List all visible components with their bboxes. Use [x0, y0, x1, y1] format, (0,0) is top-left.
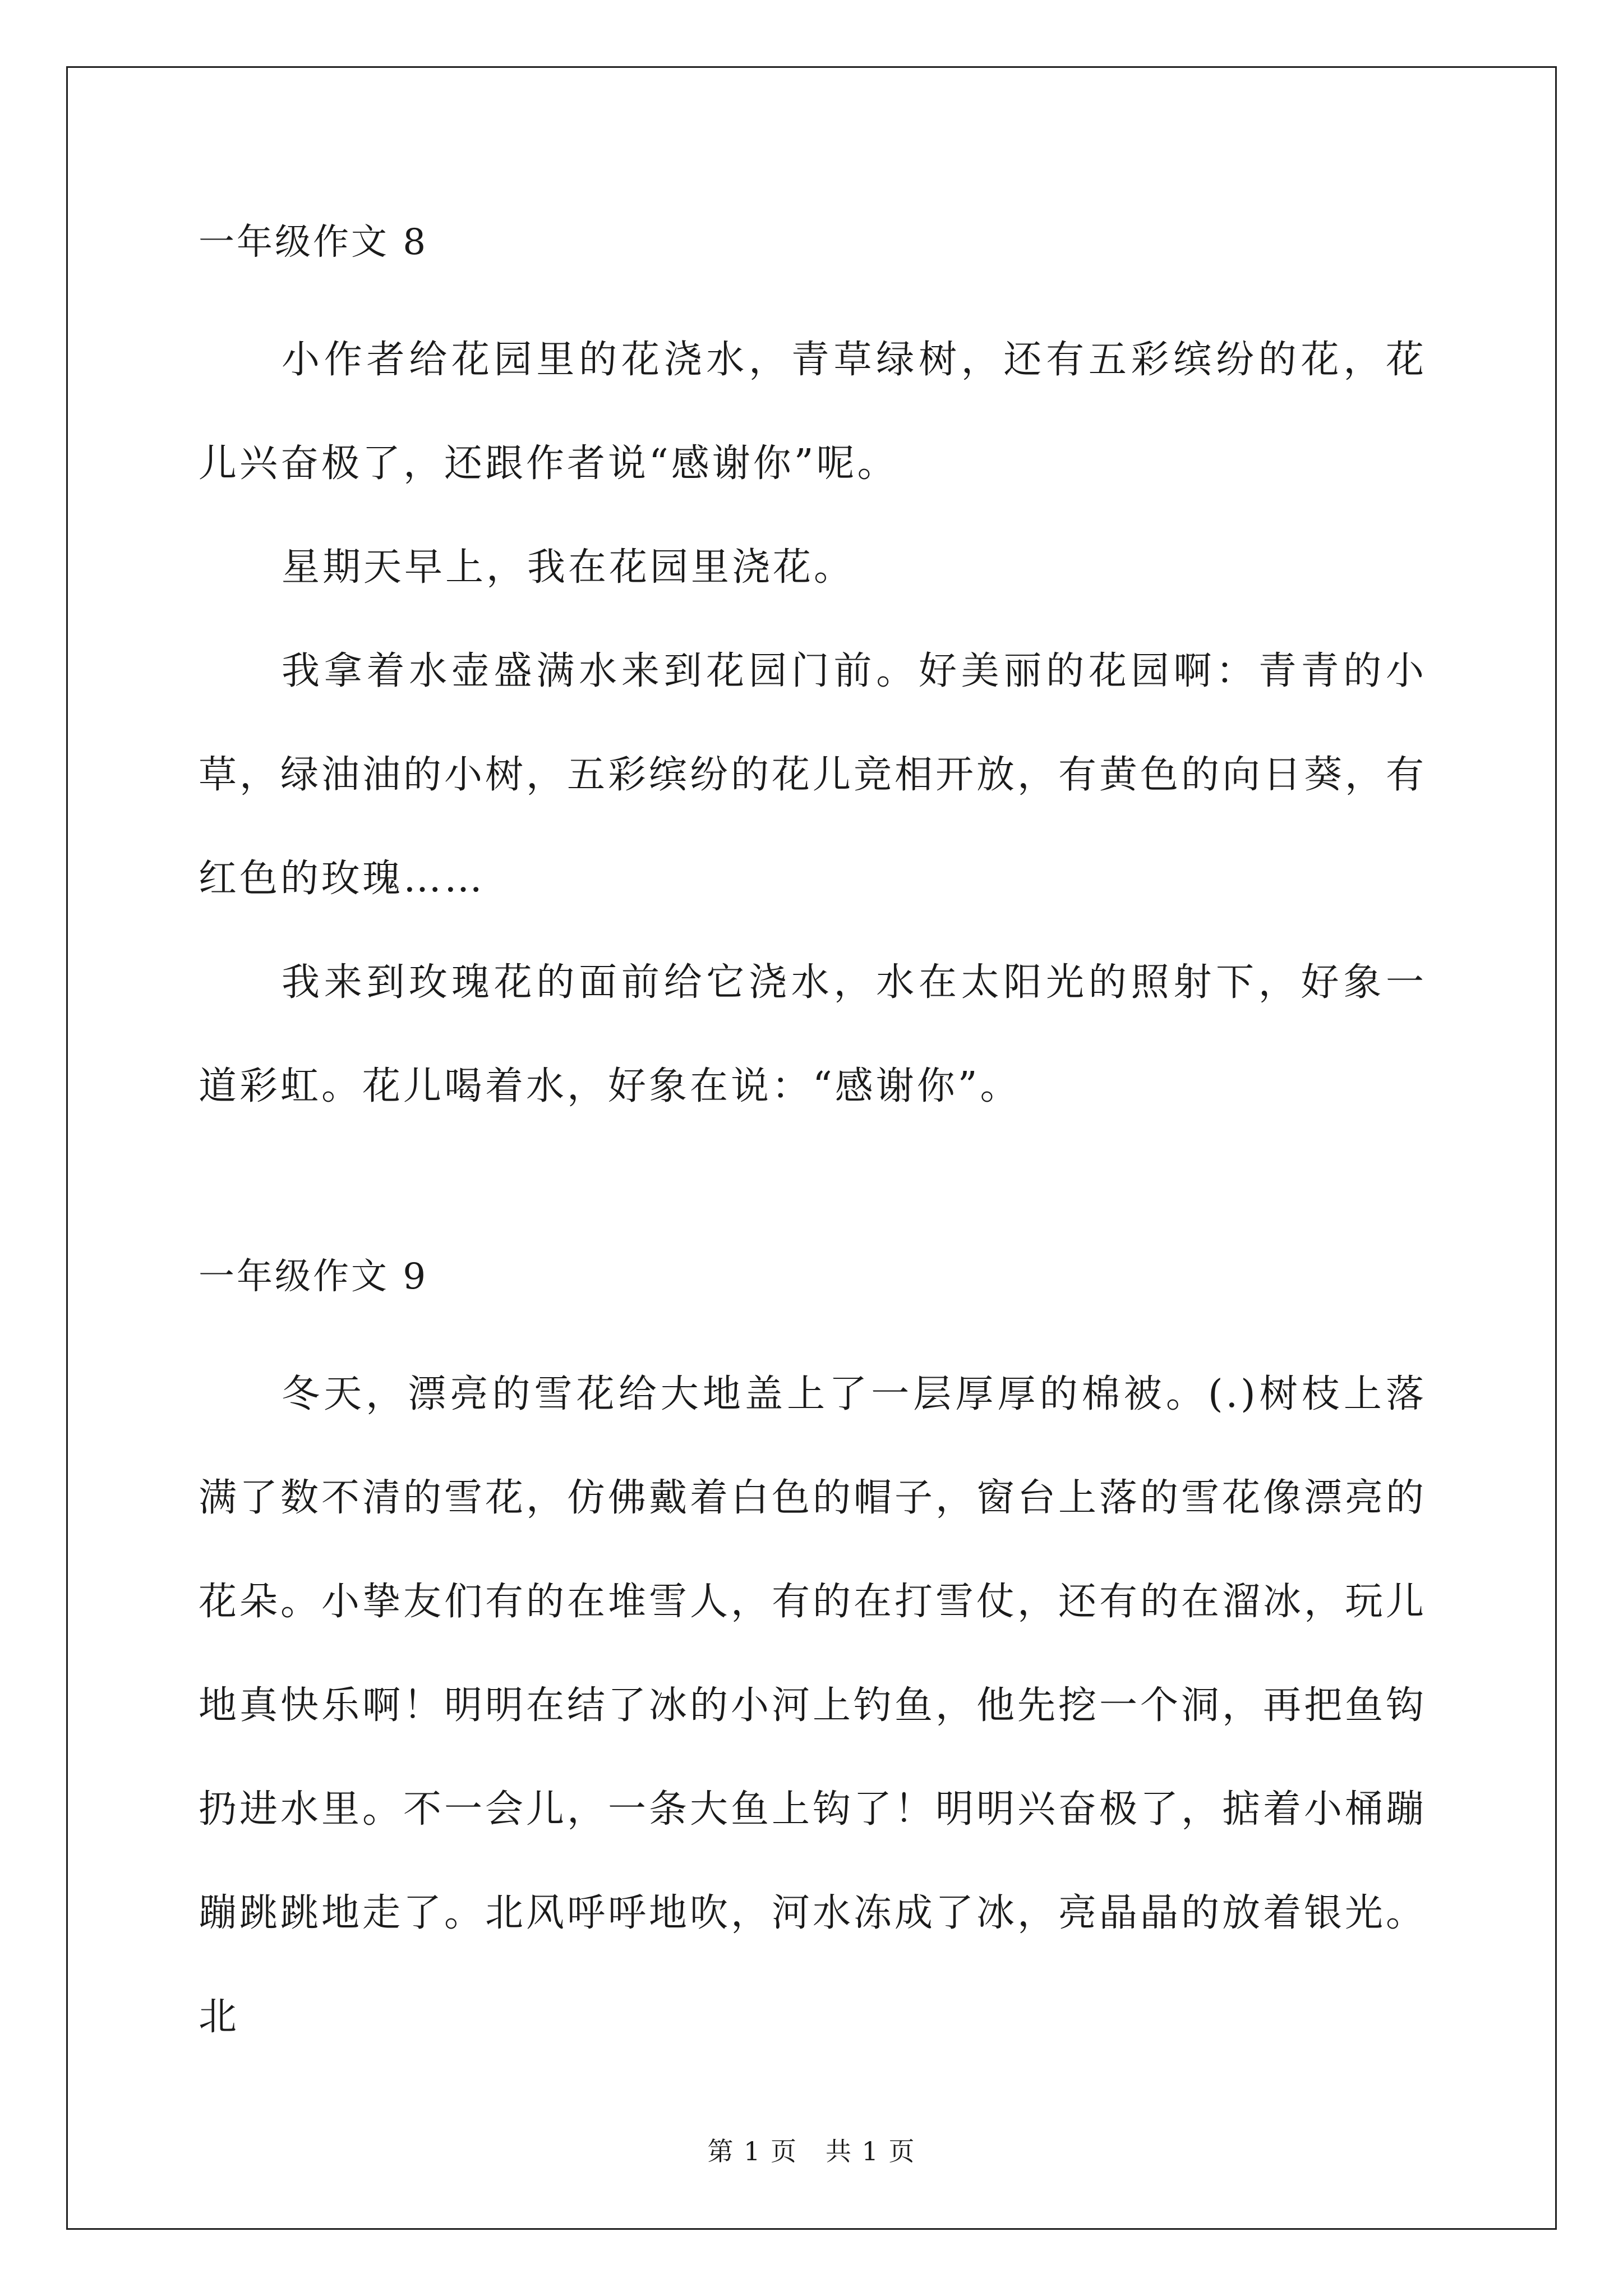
paragraph: 星期天早上，我在花园里浇花。: [282, 545, 855, 590]
essay-section-9: [199, 1242, 1427, 2069]
page-number-total: 共 1 页: [826, 2136, 916, 2166]
paragraph: 我拿着水壶盛满水来到花园门前。好美丽的花园啊：青青的小草，绿油油的小树，五彩缤纷的花儿竞相开放，有黄色的向日葵，有红色的玫瑰……: [199, 649, 1427, 901]
paragraph: 冬天，漂亮的雪花给大地盖上了一层厚厚的棉被。(.)树枝上落满了数不清的雪花，仿佛戴着白色的帽子，窗台上落的雪花像漂亮的花朵。小挚友们有的在堆雪人，有的在打雪仗，还有的在溜冰，玩儿地真快乐啊！明明在结了冰的小河上钓鱼，他先挖一个洞，再把鱼钩扔进水里。不一会儿，一条大鱼上钩了！明明兴奋极了，掂着小桶蹦蹦跳跳地走了。北风呼呼地吹，河水冻成了冰，亮晶晶的放着银光。北: [199, 1372, 1427, 2039]
section-spacer: [199, 1138, 1427, 1242]
page-footer: [0, 2134, 1623, 2168]
essay-section-8: [199, 208, 1427, 1138]
section-heading: 一年级作文 9: [199, 1256, 428, 1297]
page-number-current: 第 1 页: [707, 2136, 797, 2166]
document-body: [199, 208, 1427, 2069]
paragraph: 我来到玫瑰花的面前给它浇水，水在太阳光的照射下，好象一道彩虹。花儿喝着水，好象在说：“感谢你”。: [199, 960, 1427, 1108]
paragraph: 小作者给花园里的花浇水，青草绿树，还有五彩缤纷的花，花儿兴奋极了，还跟作者说“感谢你”呢。: [199, 338, 1427, 486]
section-heading: 一年级作文 8: [199, 222, 428, 263]
